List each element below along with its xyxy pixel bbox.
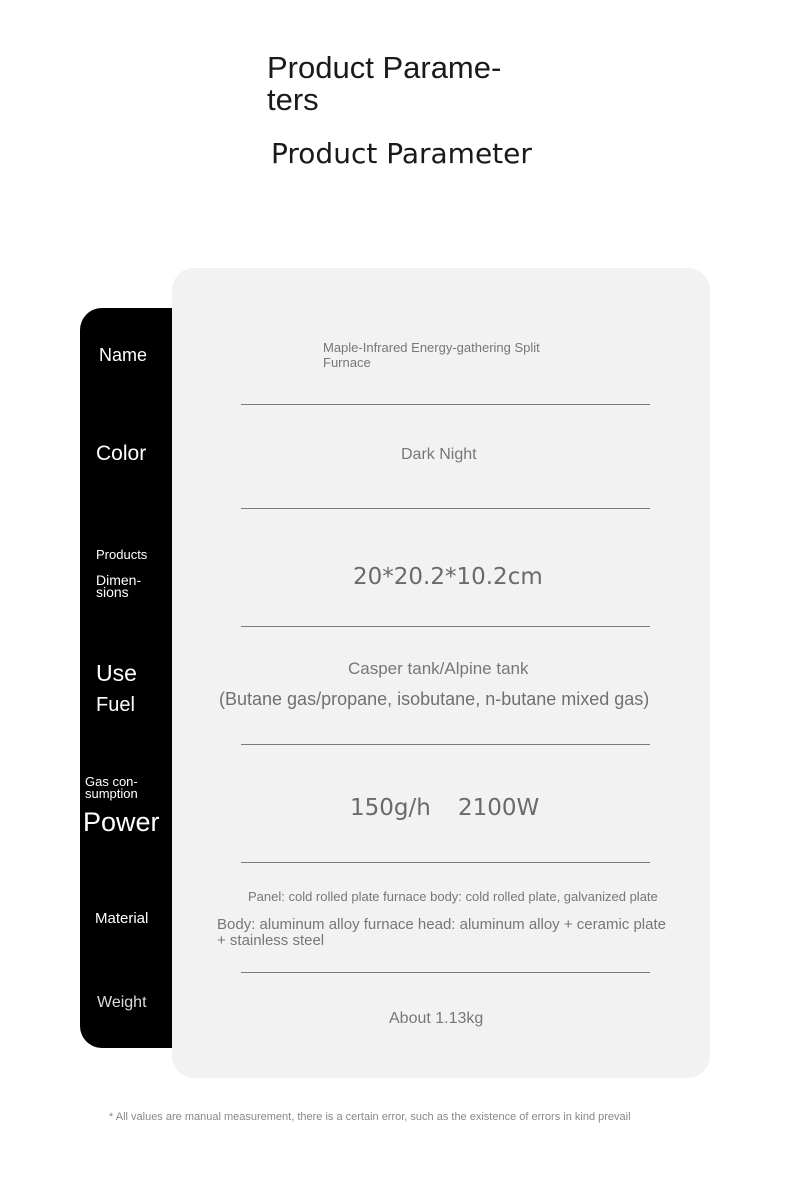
divider — [241, 862, 650, 863]
label-use: Use — [96, 660, 137, 686]
divider — [241, 508, 650, 509]
label-dimensions-small: Products — [96, 547, 148, 562]
divider — [241, 626, 650, 627]
label-weight: Weight — [97, 994, 147, 1011]
page-title: Product Parame-ters — [267, 50, 502, 117]
value-gas-consumption: 150g/h — [350, 795, 431, 821]
value-fuel-tank: Casper tank/Alpine tank — [348, 659, 529, 678]
value-name: Maple-Infrared Energy-gathering Split Furnace — [323, 340, 540, 370]
value-color: Dark Night — [401, 446, 477, 463]
divider — [241, 744, 650, 745]
value-dimensions: 20*20.2*10.2cm — [353, 564, 543, 590]
label-fuel: Fuel — [96, 694, 135, 716]
footnote: * All values are manual measurement, there is a certain error, such as the existence of errors in kind prevail — [109, 1111, 631, 1123]
value-fuel-gas: (Butane gas/propane, isobutane, n-butane mixed gas) — [219, 689, 650, 709]
divider — [241, 404, 650, 405]
label-material: Material — [95, 910, 149, 927]
label-dimensions: Dimen-sions — [96, 572, 142, 600]
label-gas-consumption: Gas con-sumption — [85, 774, 138, 801]
value-material-body: Body: aluminum alloy furnace head: aluminum alloy + ceramic plate + stainless steel — [217, 916, 666, 949]
page-subtitle: Product Parameter — [271, 137, 532, 170]
label-name: Name — [99, 345, 148, 365]
divider — [241, 972, 650, 973]
value-weight: About 1.13kg — [389, 1010, 484, 1027]
value-power: 2100W — [458, 795, 540, 821]
labels-column — [80, 308, 172, 1048]
value-material-panel: Panel: cold rolled plate furnace body: cold rolled plate, galvanized plate — [248, 889, 658, 904]
label-color: Color — [96, 442, 147, 465]
label-power: Power — [83, 807, 160, 837]
